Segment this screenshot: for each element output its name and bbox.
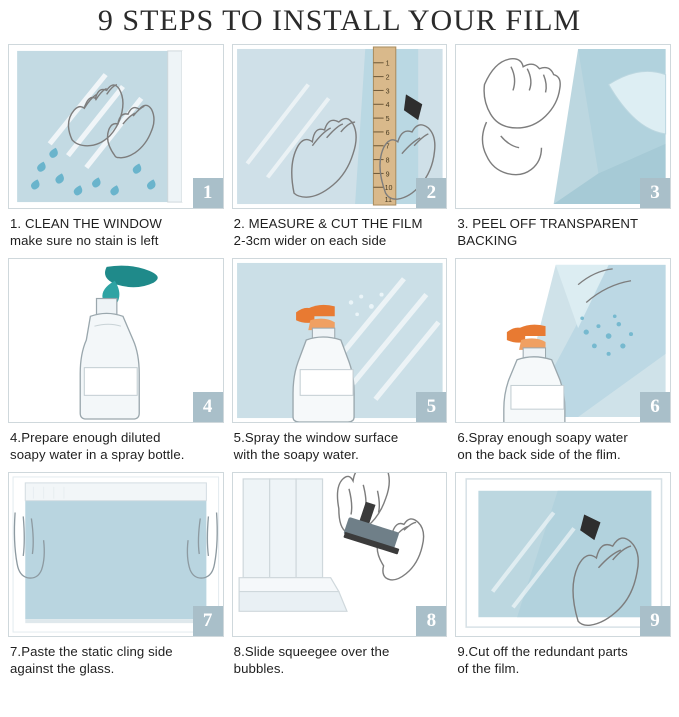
step-card-2 xyxy=(232,44,448,250)
step-caption-5 xyxy=(232,423,448,464)
peel-backing-icon xyxy=(456,45,670,208)
step-number-badge: 3 xyxy=(640,178,670,208)
step-caption-1 xyxy=(8,209,224,250)
step-number-badge: 5 xyxy=(416,392,446,422)
svg-text:4: 4 xyxy=(385,102,390,110)
step-illustration-8 xyxy=(232,472,448,637)
svg-text:5: 5 xyxy=(385,116,390,124)
step-card-1 xyxy=(8,44,224,250)
soap-bottle-drop-icon xyxy=(9,259,223,422)
step-illustration-3 xyxy=(455,44,671,209)
step-number-badge: 6 xyxy=(640,392,670,422)
step-illustration-2 xyxy=(232,44,448,209)
caption-line: 3. PEEL OFF TRANSPARENT xyxy=(457,216,639,231)
caption-line: make sure no stain is left xyxy=(10,233,159,249)
step-number-badge: 4 xyxy=(193,392,223,422)
caption-line: soapy water in a spray bottle. xyxy=(10,447,185,463)
step-number-badge: 2 xyxy=(416,178,446,208)
svg-text:11: 11 xyxy=(384,197,392,205)
caption-line: 1. CLEAN THE WINDOW xyxy=(10,216,162,231)
step-illustration-4 xyxy=(8,258,224,423)
caption-line: 9.Cut off the redundant parts xyxy=(457,643,628,659)
caption-line: 8.Slide squeegee over the xyxy=(233,643,390,659)
svg-text:2: 2 xyxy=(385,74,390,82)
caption-line: 4.Prepare enough diluted xyxy=(10,429,161,445)
step-illustration-5 xyxy=(232,258,448,423)
svg-text:7: 7 xyxy=(385,143,390,151)
caption-line: of the film. xyxy=(457,661,520,677)
step-number-badge: 1 xyxy=(193,178,223,208)
cut-redundant-film-icon xyxy=(456,473,670,636)
caption-line: 6.Spray enough soapy water xyxy=(457,429,628,445)
step-illustration-9 xyxy=(455,472,671,637)
paste-film-glass-icon xyxy=(9,473,223,636)
caption-line: bubbles. xyxy=(233,661,285,677)
ruler-measure-cut-icon xyxy=(233,45,447,208)
svg-text:9: 9 xyxy=(385,171,390,179)
step-card-3 xyxy=(455,44,671,250)
spray-film-back-icon xyxy=(456,259,670,422)
svg-text:10: 10 xyxy=(384,185,393,193)
step-caption-3 xyxy=(455,209,671,250)
caption-line: 5.Spray the window surface xyxy=(233,429,399,445)
step-card-5 xyxy=(232,258,448,464)
step-caption-4 xyxy=(8,423,224,464)
spray-bottle-window-icon xyxy=(233,259,447,422)
step-illustration-6 xyxy=(455,258,671,423)
caption-line: on the back side of the flim. xyxy=(457,447,621,463)
svg-text:3: 3 xyxy=(385,88,390,96)
svg-text:6: 6 xyxy=(385,129,390,137)
caption-line: 7.Paste the static cling side xyxy=(10,643,173,659)
step-number-badge: 8 xyxy=(416,606,446,636)
svg-text:1: 1 xyxy=(385,60,390,68)
step-number-badge: 7 xyxy=(193,606,223,636)
step-card-7 xyxy=(8,472,224,678)
step-caption-7 xyxy=(8,637,224,678)
step-caption-6 xyxy=(455,423,671,464)
squeegee-bubbles-icon xyxy=(233,473,447,636)
step-card-9 xyxy=(455,472,671,678)
step-card-4 xyxy=(8,258,224,464)
caption-line: with the soapy water. xyxy=(233,447,359,463)
step-illustration-7 xyxy=(8,472,224,637)
step-caption-8 xyxy=(232,637,448,678)
svg-text:8: 8 xyxy=(385,157,390,165)
hands-washing-window-icon xyxy=(9,45,223,208)
caption-line: 2-3cm wider on each side xyxy=(233,233,387,249)
step-card-8 xyxy=(232,472,448,678)
step-illustration-1 xyxy=(8,44,224,209)
caption-line: 2. MEASURE & CUT THE FILM xyxy=(233,216,423,231)
page-title: 9 STEPS TO INSTALL YOUR FILM xyxy=(97,4,582,37)
step-number-badge: 9 xyxy=(640,606,670,636)
step-caption-2 xyxy=(232,209,448,250)
step-card-6 xyxy=(455,258,671,464)
step-caption-9 xyxy=(455,637,671,678)
steps-grid xyxy=(0,44,679,678)
caption-line: against the glass. xyxy=(10,661,115,677)
caption-line: BACKING xyxy=(457,233,518,249)
